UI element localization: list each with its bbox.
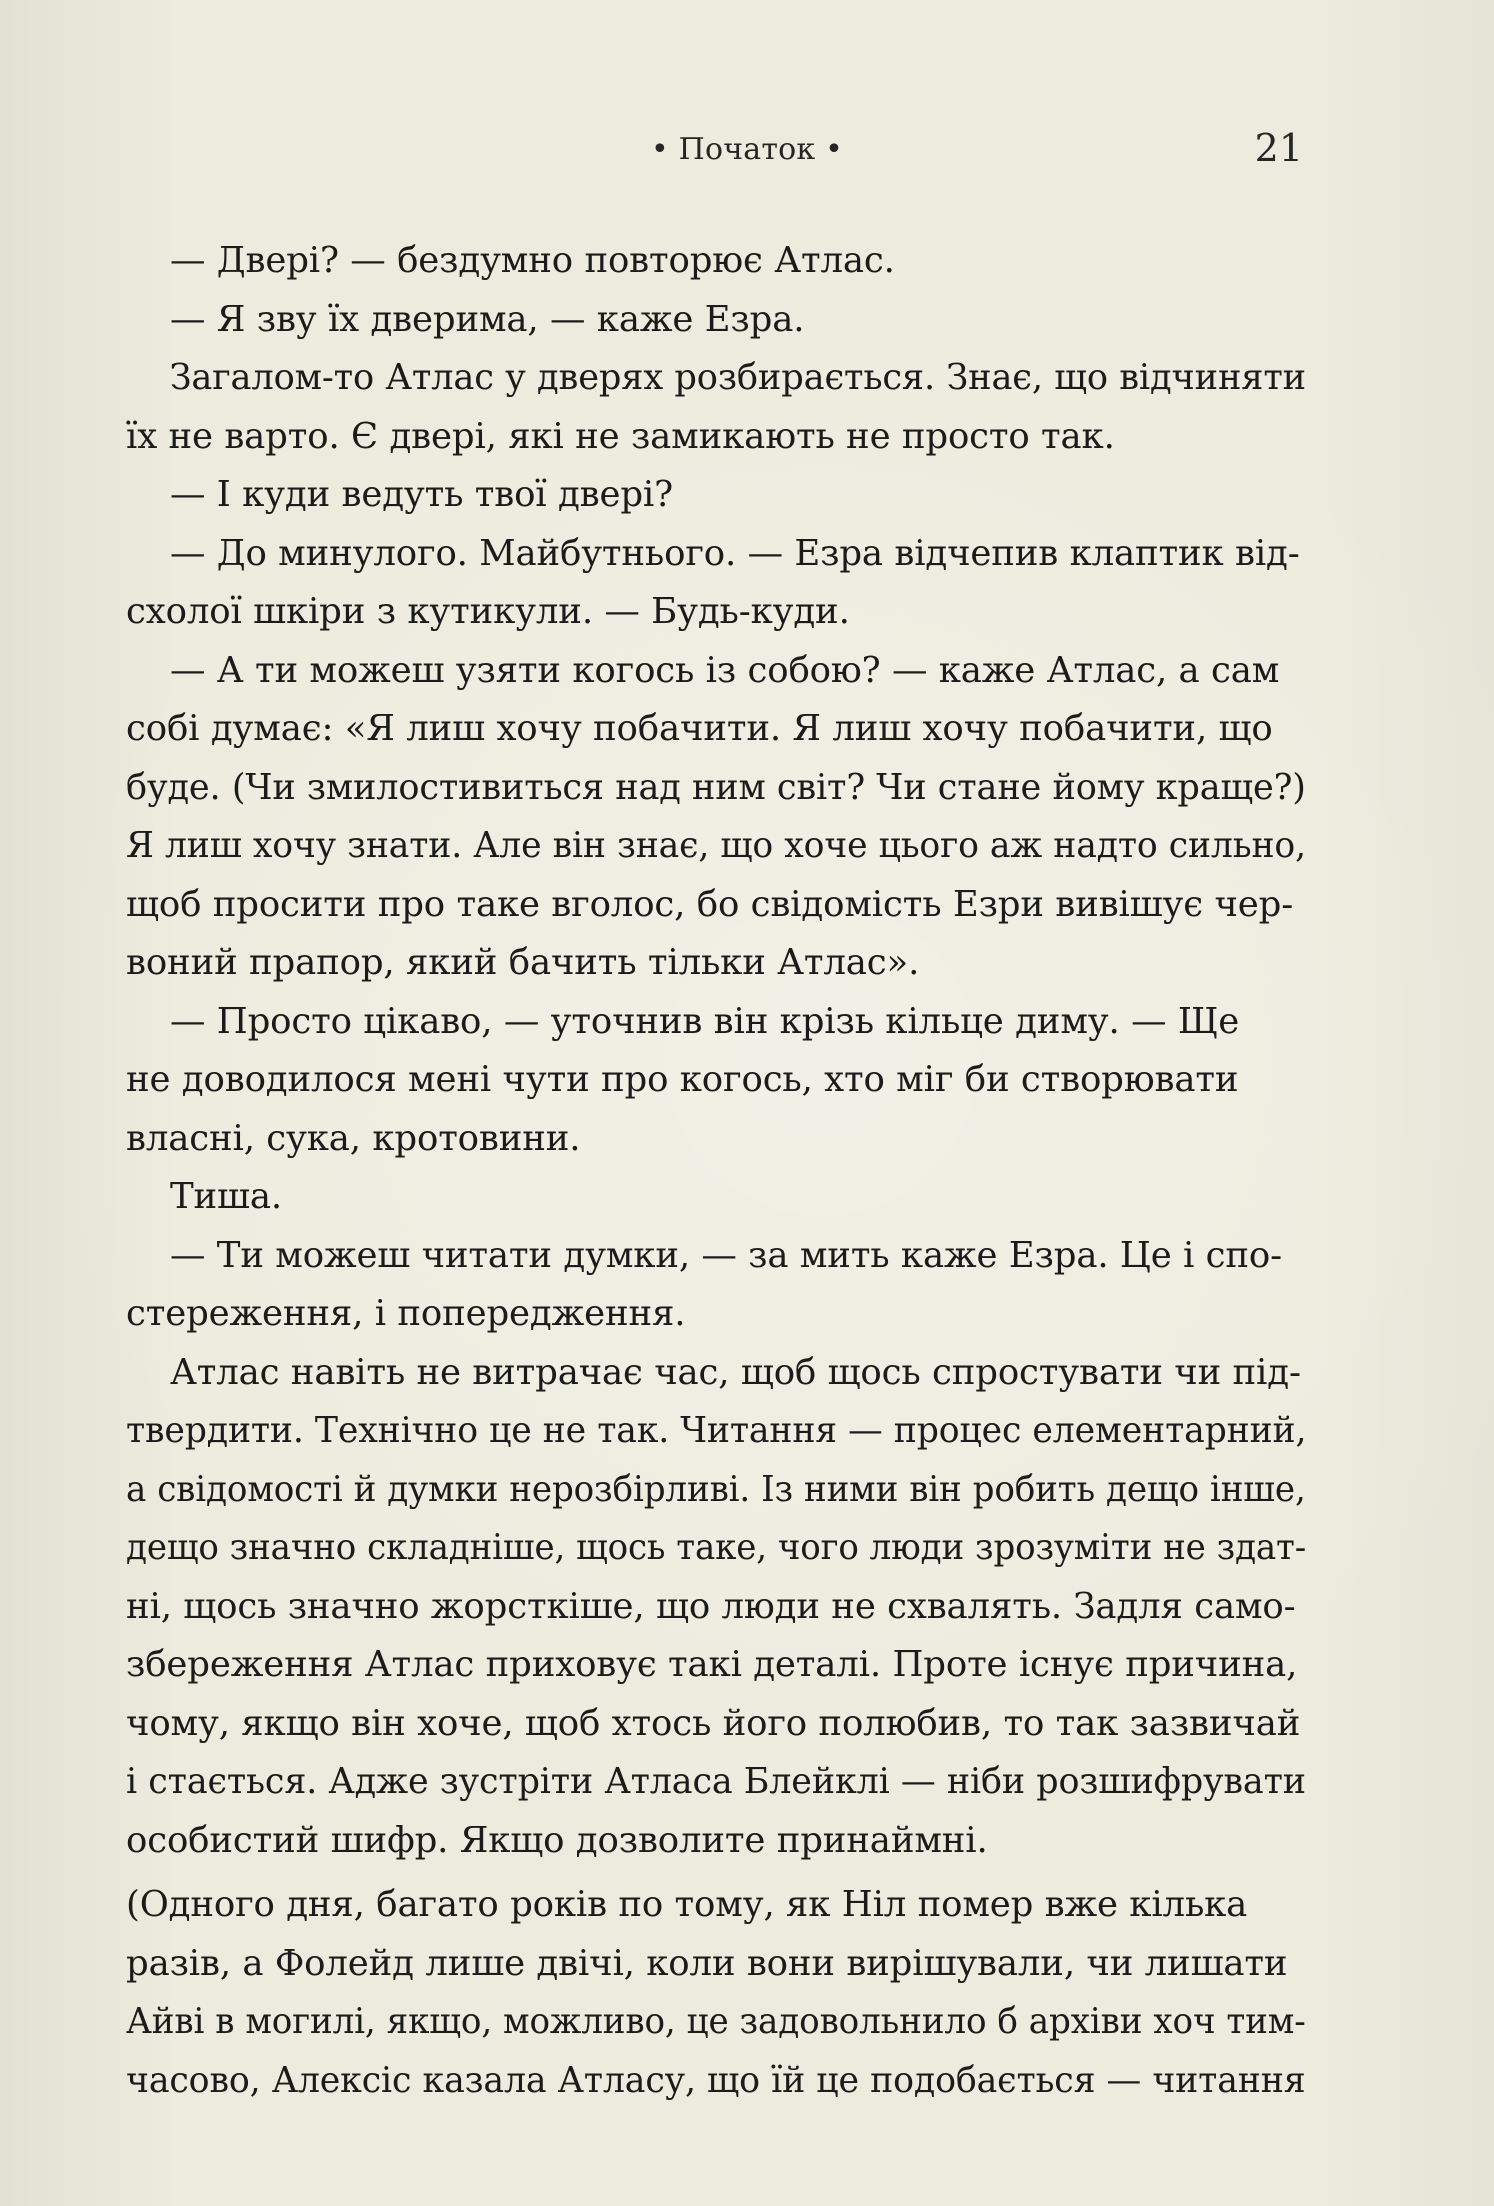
text-line: — До минулого. Майбутнього. — Езра відчепив клаптик від-: [170, 532, 1300, 574]
text-line: (Одного дня, багато років по тому, як Ніл помер вже кілька: [126, 1884, 1248, 1925]
text-line: Айві в могилі, якщо, можливо, це задовольнило б архіви хоч тим-: [126, 2001, 1306, 2042]
text-line: собі думає: «Я лиш хочу побачити. Я лиш хочу побачити, що: [126, 708, 1273, 749]
text-line: схолої шкіри з кутикули. — Будь-куди.: [126, 591, 850, 632]
text-line: — Я зву їх дверима, — каже Езра.: [170, 298, 805, 340]
text-line: їх не варто. Є двері, які не замикають не просто так.: [126, 415, 1115, 457]
text-line: — І куди ведуть твої двері?: [170, 474, 674, 515]
text-line: власні, сука, кротовини.: [126, 1117, 581, 1159]
text-line: ні, щось значно жорсткіше, що люди не схвалять. Задля само-: [126, 1585, 1296, 1627]
page-number: 21: [1254, 126, 1303, 170]
chapter-title: • Початок •: [650, 132, 843, 167]
text-line: чому, якщо він хоче, щоб хтось його полюбив, то так зазвичай: [126, 1702, 1301, 1744]
text-line: — Ти можеш читати думки, — за мить каже Езра. Це і спо-: [170, 1234, 1282, 1276]
text-line: Тиша.: [170, 1176, 283, 1217]
text-line: не доводилося мені чути про когось, хто міг би створювати: [126, 1059, 1239, 1100]
text-line: воний прапор, який бачить тільки Атлас».: [126, 942, 920, 983]
text-line: збереження Атлас приховує такі деталі. Проте існує причина,: [126, 1644, 1298, 1685]
running-head: [0, 124, 1494, 184]
text-line: — Двері? — бездумно повторює Атлас.: [170, 240, 895, 281]
text-line: Я лиш хочу знати. Але він знає, що хоче цього аж надто сильно,: [126, 825, 1306, 866]
text-line: і стається. Адже зустріти Атласа Блейклі — ніби розшифрувати: [126, 1761, 1306, 1802]
body-text: [126, 232, 1306, 2110]
text-line: разів, а Фолейд лише двічі, коли вони вирішували, чи лишати: [126, 1942, 1288, 1984]
text-line: — А ти можеш узяти когось із собою? — каже Атлас, а сам: [170, 649, 1280, 691]
text-line: Атлас навіть не витрачає час, щоб щось спростувати чи під-: [170, 1351, 1301, 1393]
text-line: особистий шифр. Якщо дозволите принаймні.: [126, 1819, 988, 1861]
text-line: часово, Алексіс казала Атласу, що їй це подобається — читання: [126, 2059, 1306, 2101]
text-line: а свідомості й думки нерозбірливі. Із ними він робить дещо інше,: [126, 1468, 1306, 1510]
text-line: твердити. Технічно це не так. Читання — процес елементарний,: [126, 1410, 1307, 1451]
text-line: щоб просити про таке вголос, бо свідомість Езри вивішує чер-: [126, 883, 1294, 925]
text-line: буде. (Чи змилостивиться над ним світ? Чи стане йому краще?): [126, 766, 1306, 808]
text-line: стереження, і попередження.: [126, 1293, 686, 1334]
text-line: — Просто цікаво, — уточнив він крізь кільце диму. — Ще: [170, 1000, 1240, 1042]
text-line: дещо значно складніше, щось таке, чого люди зрозуміти не здат-: [126, 1527, 1307, 1568]
text-line: Загалом-то Атлас у дверях розбирається. Знає, що відчиняти: [169, 357, 1306, 398]
